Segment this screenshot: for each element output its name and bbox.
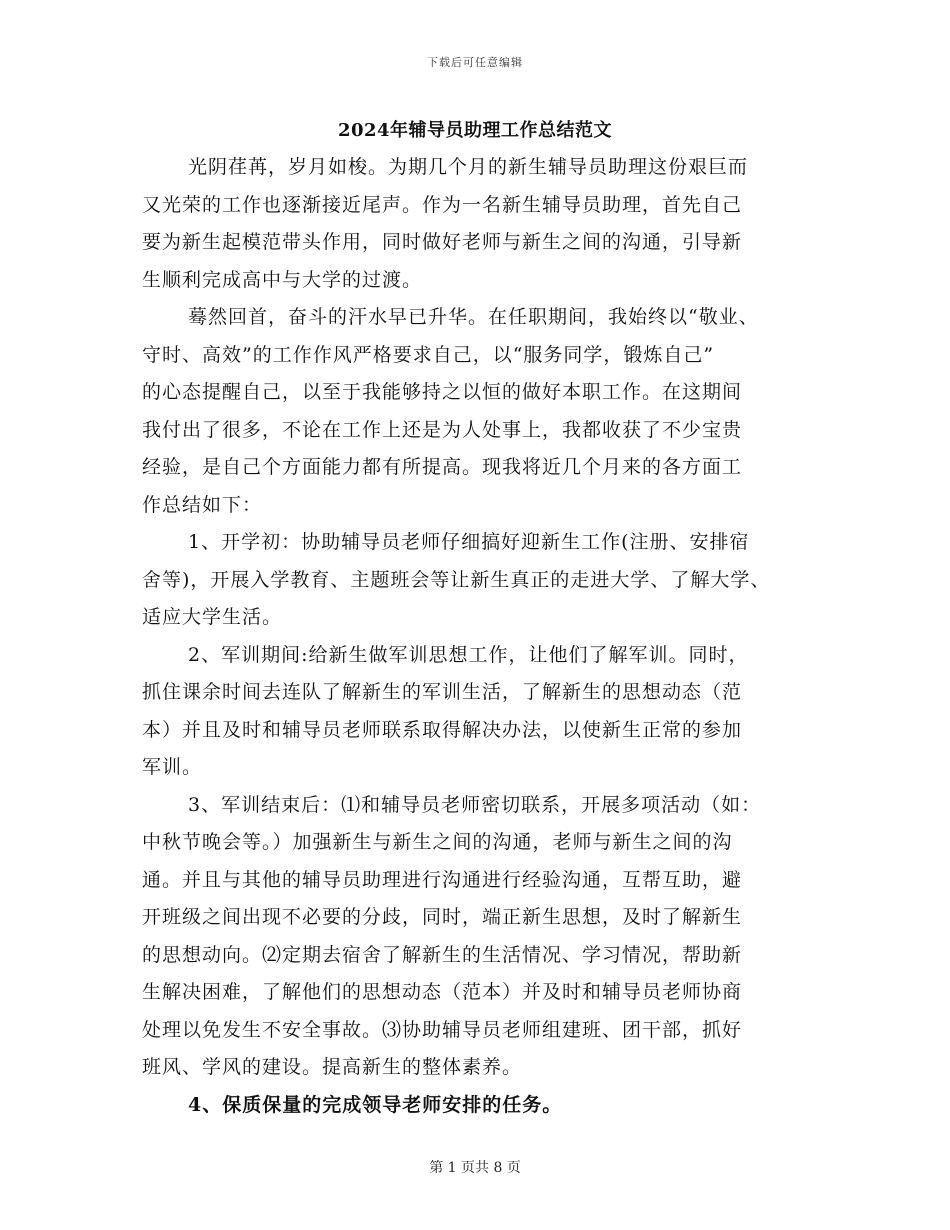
paragraph-line: 抓住课余时间去连队了解新生的军训生活，了解新生的思想动态（范 (142, 681, 743, 703)
paragraph-line: 光阴荏苒，岁月如梭。为期几个月的新生辅导员助理这份艰巨而 (188, 156, 749, 178)
paragraph-line: 2、军训期间:给新生做军训思想工作，让他们了解军训。同时， (188, 643, 749, 666)
paragraph-line: 经验，是自己个方面能力都有所提高。现我将近几个月来的各方面工 (142, 456, 743, 478)
paragraph-line: 班风、学风的建设。提高新生的整体素养。 (142, 1056, 523, 1078)
paragraph-line: 蓦然回首，奋斗的汗水早已升华。在任职期间，我始终以“敬业、 (188, 306, 759, 328)
document-body (142, 149, 822, 1124)
paragraph-line: 又光荣的工作也逐渐接近尾声。作为一名新生辅导员助理，首先自己 (142, 193, 743, 216)
document-title: 2024年辅导员助理工作总结范文 (337, 120, 613, 141)
paragraph-line: 我付出了很多，不论在工作上还是为人处事上，我都收获了不少宝贵 (142, 418, 743, 441)
paragraph-line: 的思想动向。⑵定期去宿舍了解新生的生活情况、学习情况，帮助新 (142, 943, 743, 966)
paragraph-line: 作总结如下： (142, 493, 263, 516)
paragraph-line: 本）并且及时和辅导员老师联系取得解决办法，以使新生正常的参加 (142, 718, 743, 741)
paragraph-line: 舍等)，开展入学教育、主题班会等让新生真正的走进大学、了解大学、 (142, 568, 771, 591)
paragraph-line: 守时、高效”的工作作风严格要求自己，以“服务同学，锻炼自己” (142, 343, 715, 366)
paragraph-line: 3、军训结束后：⑴和辅导员老师密切联系，开展多项活动（如： (188, 793, 762, 816)
paragraph-line: 生解决困难，了解他们的思想动态（范本）并及时和辅导员老师协商 (142, 981, 743, 1003)
paragraph-line: 中秋节晚会等。）加强新生与新生之间的沟通，老师与新生之间的沟 (142, 831, 733, 853)
paragraph-line: 要为新生起模范带头作用，同时做好老师与新生之间的沟通，引导新 (142, 231, 743, 253)
paragraph-line: 处理以免发生不安全事故。⑶协助辅导员老师组建班、团干部，抓好 (142, 1018, 743, 1041)
paragraph-line: 适应大学生活。 (142, 606, 283, 628)
page-header-note: 下载后可任意编辑 (427, 56, 523, 69)
section-heading: 4、保质保量的完成领导老师安排的任务。 (188, 1093, 563, 1116)
paragraph-line: 军训。 (142, 756, 203, 778)
paragraph-line: 开班级之间出现不必要的分歧，同时，端正新生思想，及时了解新生 (142, 906, 743, 928)
paragraph-line: 生顺利完成高中与大学的过渡。 (142, 268, 423, 291)
paragraph-line: 的心态提醒自己，以至于我能够持之以恒的做好本职工作。在这期间 (142, 381, 743, 403)
paragraph-line: 通。并且与其他的辅导员助理进行沟通进行经验沟通，互帮互助，避 (142, 868, 743, 891)
paragraph-line: 1、开学初：协助辅导员老师仔细搞好迎新生工作(注册、安排宿 (188, 531, 750, 553)
page-number: 第 1 页共 8 页 (429, 1160, 521, 1176)
